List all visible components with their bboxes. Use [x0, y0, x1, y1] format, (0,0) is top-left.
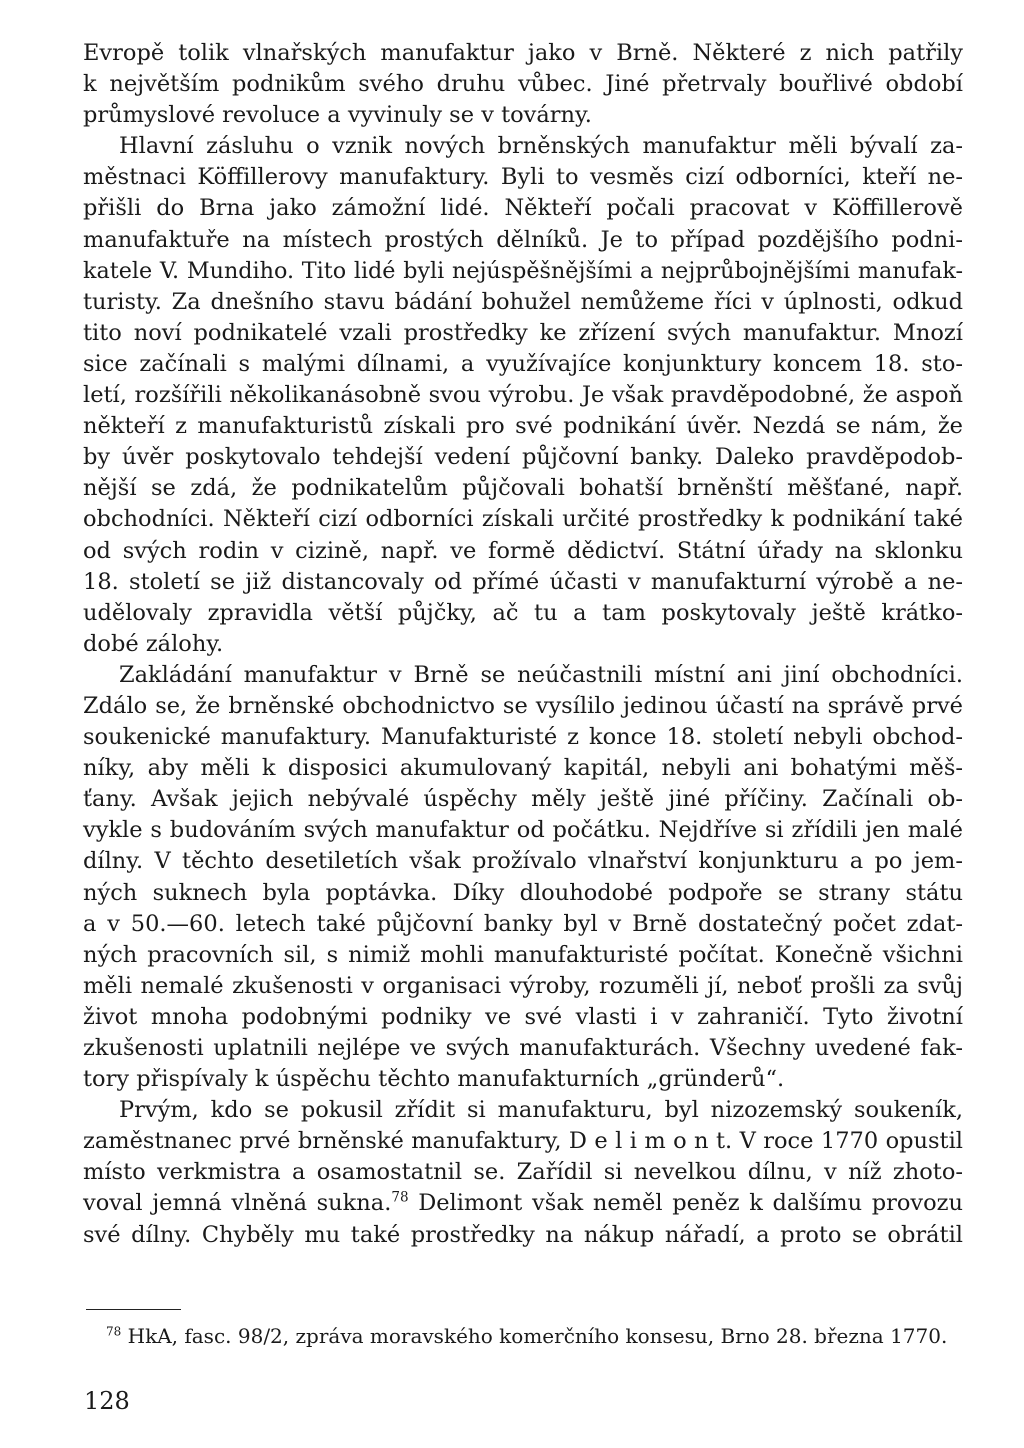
text-segment: Delimont však neměl peněz k dalšímu provozu [418, 1190, 964, 1217]
text-line: katele V. Mundiho. Tito lidé byli nejúspěšnějšími a nejprůbojnějšími manufak- [83, 257, 963, 284]
text-line: ných suknech byla poptávka. Díky dlouhodobé podpoře se strany státu [83, 879, 963, 906]
text-line: zaměstnanec prvé brněnské manufaktury, D e l i m o n t. V roce 1770 opustil [83, 1128, 963, 1155]
text-line: udělovaly zpravidla větší půjčky, ač tu a tam poskytovaly ještě krátko- [83, 599, 963, 626]
footnote-reference: 78 [391, 1189, 409, 1206]
text-line: obchodníci. Někteří cizí odborníci získali určité prostředky k podnikání také [83, 506, 963, 533]
text-line: přišli do Brna jako zámožní lidé. Někteří počali pracovat v Köffillerově [83, 195, 963, 222]
page-number: 128 [84, 1387, 130, 1415]
text-line: soukenické manufaktury. Manufakturisté z konce 18. století nebyli obchod- [83, 724, 963, 751]
text-line: ťany. Avšak jejich nebývalé úspěchy měly ještě jiné příčiny. Začínali ob- [83, 786, 963, 813]
text-line: ných pracovních sil, s nimiž mohli manufakturisté počítat. Konečně všichni [83, 941, 963, 968]
text-line: tory přispívaly k úspěchu těchto manufakturních „gründerů“. [83, 1066, 785, 1093]
text-line: dobé zálohy. [83, 630, 224, 657]
text-line: dílny. V těchto desetiletích však prožívalo vlnařství konjunkturu a po jem- [83, 848, 963, 875]
text-line: místo verkmistra a osamostatnil se. Zařídil si nevelkou dílnu, v níž zhoto- [83, 1159, 963, 1186]
text-line: Hlavní zásluhu o vznik nových brněnských manufaktur měli bývalí za- [119, 133, 963, 160]
text-line: manufaktuře na místech prostých dělníků. Je to případ pozdějšího podni- [83, 226, 963, 253]
body-text [83, 38, 963, 1251]
text-line: měli nemalé zkušenosti v organisaci výroby, rozuměli jí, neboť prošli za svůj [83, 972, 963, 999]
text-line: zkušenosti uplatnili nejlépe ve svých manufakturách. Všechny uvedené fak- [83, 1035, 963, 1061]
footnote-text: HkA, fasc. 98/2, zpráva moravského komerčního konsesu, Brno 28. března 1770. [127, 1324, 948, 1348]
text-line: níky, aby měli k disposici akumulovaný kapitál, nebyli ani bohatými měš- [83, 755, 963, 782]
text-line: Prvým, kdo se pokusil zřídit si manufakturu, byl nizozemský soukeník, [119, 1097, 963, 1124]
text-line: vykle s budováním svých manufaktur od počátku. Nejdříve si zřídili jen malé [83, 817, 963, 844]
text-line: sice začínali s malými dílnami, a využívajíce konjunktury koncem 18. sto- [83, 350, 963, 377]
text-line: nější se zdá, že podnikatelům půjčovali bohatší brněnští měšťané, např. [83, 475, 963, 502]
text-line: turisty. Za dnešního stavu bádání bohužel nemůžeme říci v úplnosti, odkud [83, 288, 963, 315]
text-line: 18. století se již distancovaly od přímé účasti v manufakturní výrobě a ne- [83, 568, 963, 595]
footnote-separator [86, 1309, 181, 1310]
text-line-with-footnote [83, 1188, 963, 1219]
text-line: městnaci Köffillerovy manufaktury. Byli to vesměs cizí odborníci, kteří ne- [83, 164, 963, 191]
text-line: a v 50.—60. letech také půjčovní banky byl v Brně dostatečný počet zdat- [83, 910, 963, 937]
text-line: Zakládání manufaktur v Brně se neúčastnili místní ani jiní obchodníci. [119, 661, 963, 688]
text-line: průmyslové revoluce a vyvinuly se v továrny. [83, 102, 592, 129]
footnote [106, 1323, 947, 1349]
text-line: Zdálo se, že brněnské obchodnictvo se vysílilo jedinou účastí na správě prvé [83, 692, 963, 719]
text-line: letí, rozšířili několikanásobně svou výrobu. Je však pravděpodobné, že aspoň [83, 382, 963, 409]
text-line: život mnoha podobnými podniky ve své vlasti i v zahraničí. Tyto životní [83, 1003, 963, 1030]
text-segment: voval jemná vlněná sukna. [83, 1190, 392, 1217]
text-line: své dílny. Chyběly mu také prostředky na nákup nářadí, a proto se obrátil [83, 1221, 963, 1248]
text-line: tito noví podnikatelé vzali prostředky ke zřízení svých manufaktur. Mnozí [83, 319, 963, 346]
text-line: od svých rodin v cizině, např. ve formě dědictví. Státní úřady na sklonku [83, 537, 963, 564]
text-line: někteří z manufakturistů získali pro své podnikání úvěr. Nezdá se nám, že [83, 413, 963, 440]
text-line: Evropě tolik vlnařských manufaktur jako v Brně. Některé z nich patřily [83, 40, 963, 66]
text-line: by úvěr poskytovalo tehdejší vedení půjčovní banky. Daleko pravděpodob- [83, 444, 963, 471]
text-line: k největším podnikům svého druhu vůbec. Jiné přetrvaly bouřlivé období [83, 71, 963, 98]
footnote-marker: 78 [106, 1324, 122, 1339]
